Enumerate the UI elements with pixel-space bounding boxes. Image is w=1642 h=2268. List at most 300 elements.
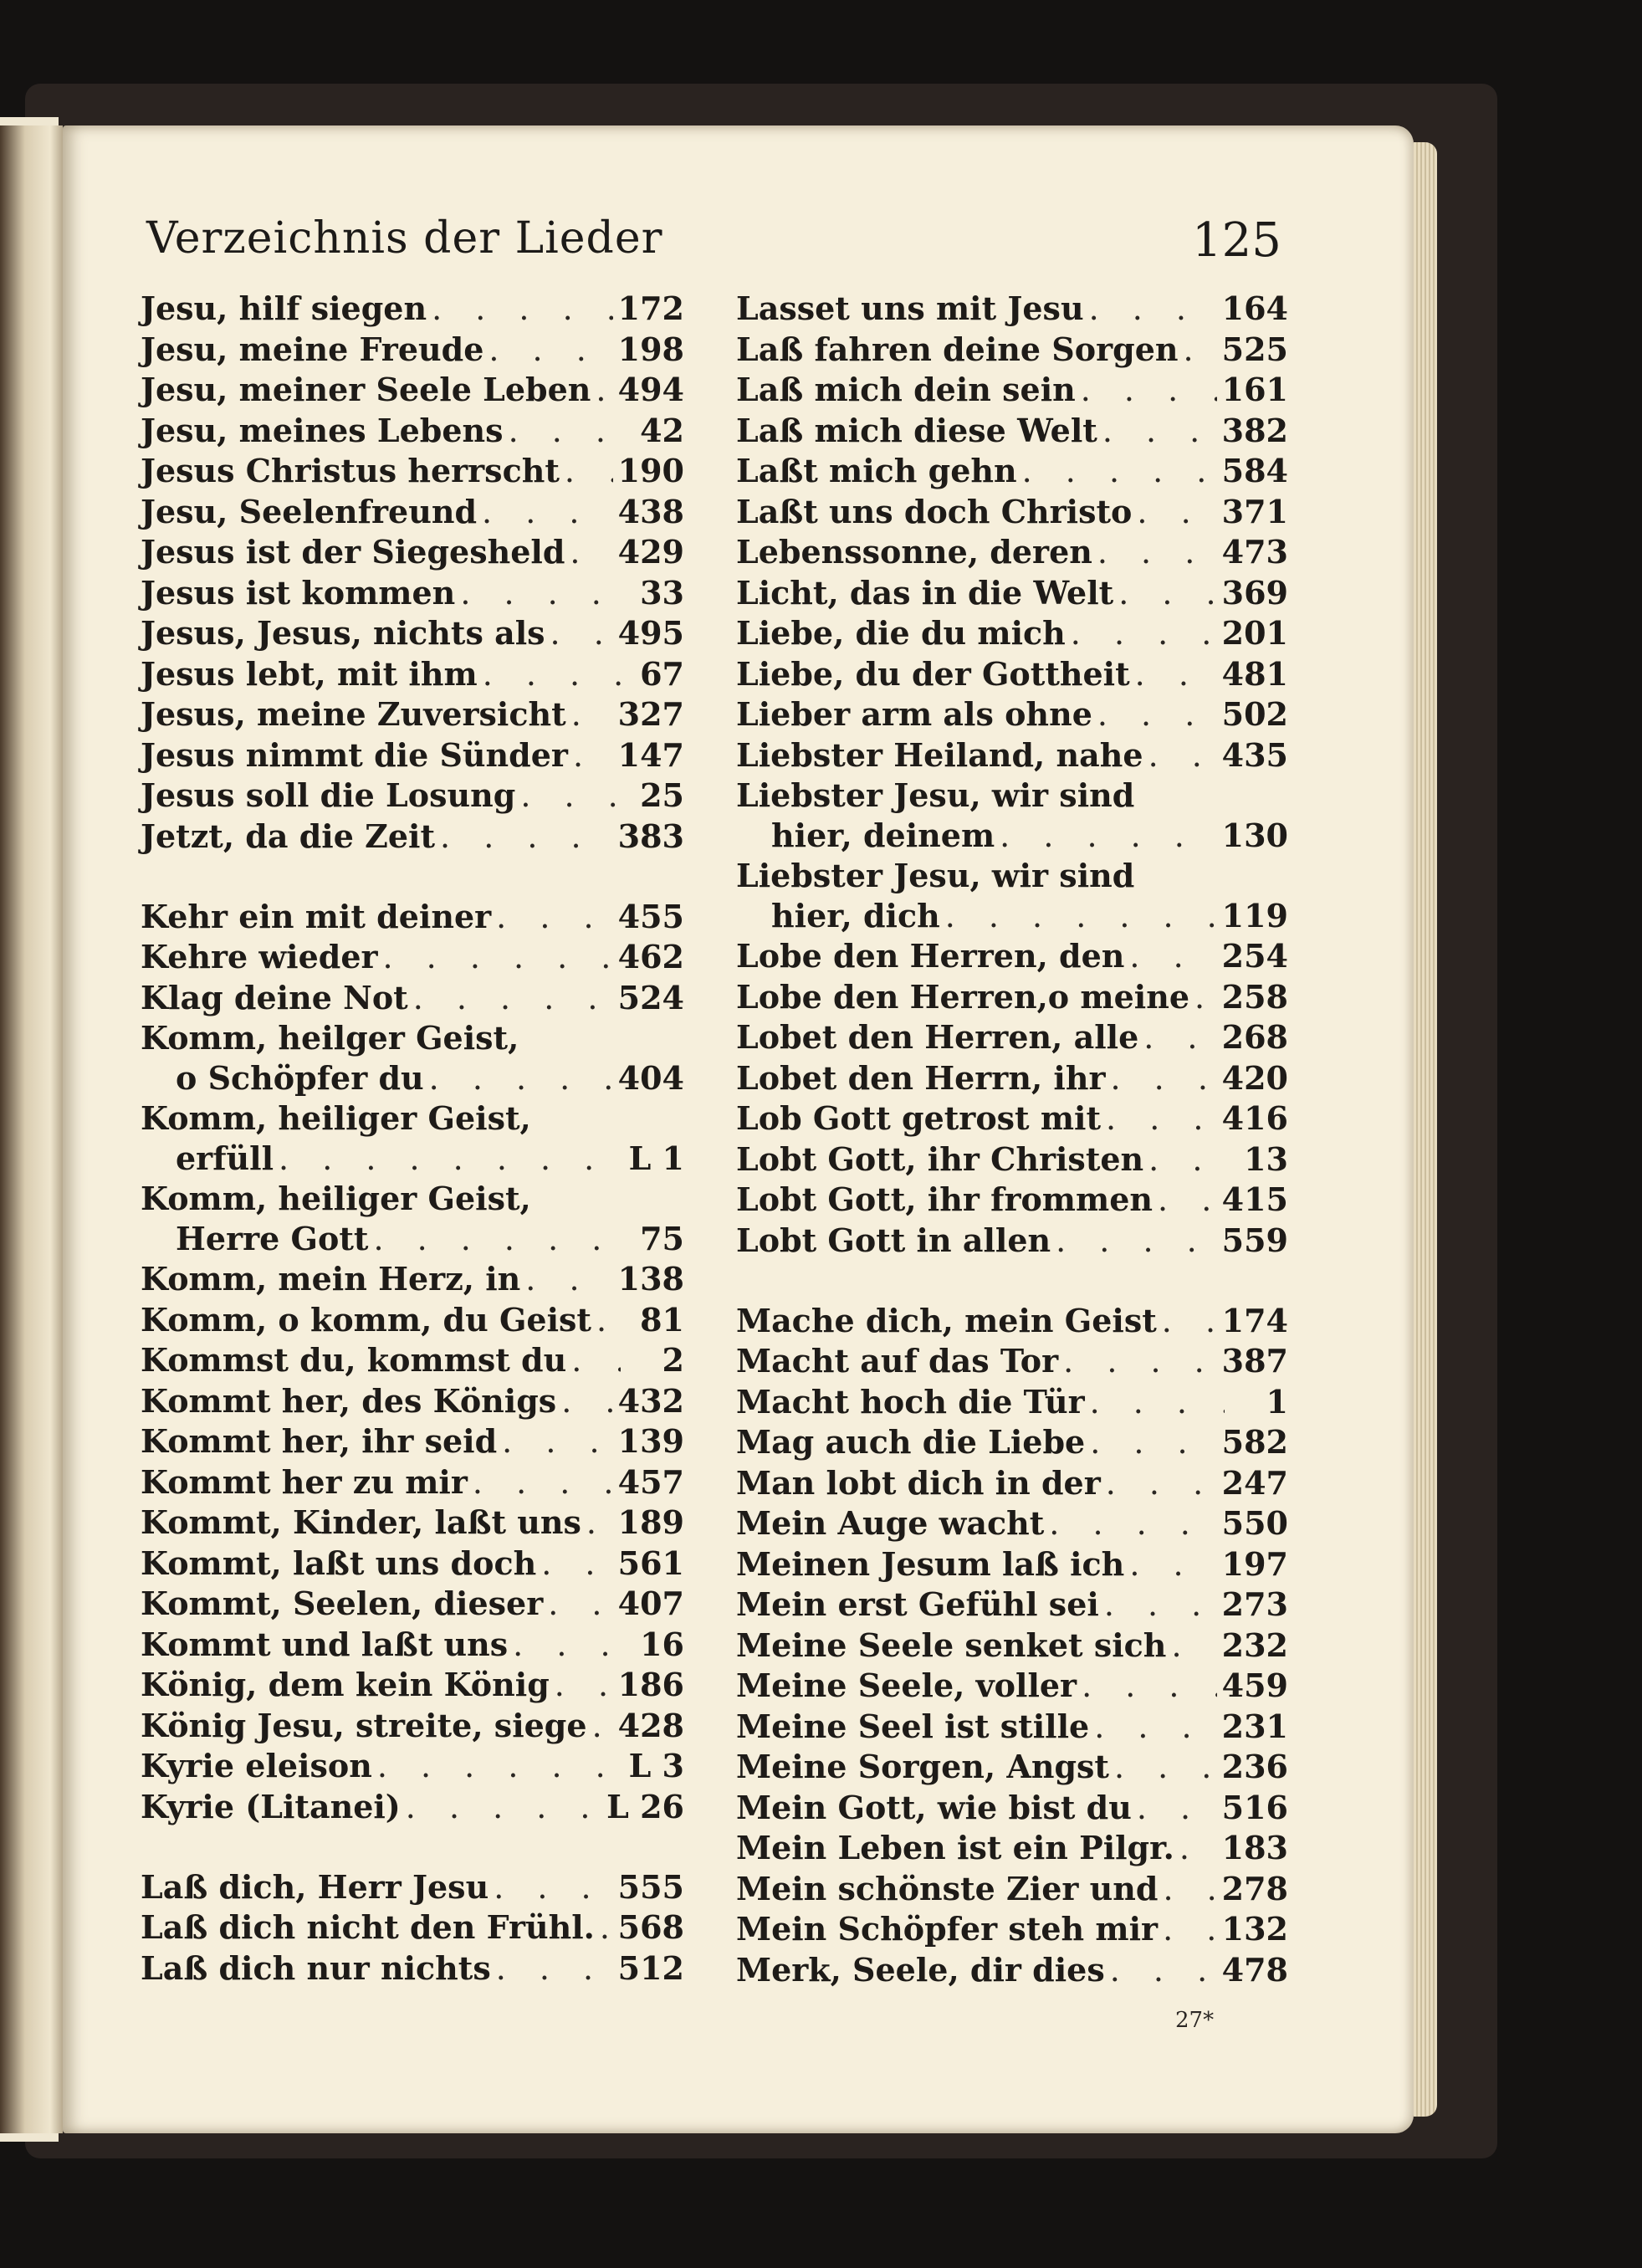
leader-dots xyxy=(596,371,612,411)
index-entry xyxy=(141,1584,684,1625)
index-entry xyxy=(736,654,1288,695)
leader-dots xyxy=(571,1341,621,1381)
index-entry xyxy=(141,370,684,411)
hymn-number: 582 xyxy=(1221,1423,1288,1461)
hymn-title: Lobt Gott, ihr Christen xyxy=(736,1139,1144,1178)
group-spacer xyxy=(141,1827,684,1867)
index-column-right xyxy=(736,289,1288,1990)
hymn-title: König, dem kein König xyxy=(141,1666,550,1703)
hymn-number: 197 xyxy=(1221,1544,1288,1583)
hymn-number: 119 xyxy=(1221,896,1288,934)
leader-dots xyxy=(1097,695,1217,735)
hymn-number: 584 xyxy=(1221,452,1288,489)
leader-dots xyxy=(1137,493,1216,533)
leader-dots xyxy=(509,412,621,452)
index-entry xyxy=(141,1300,684,1341)
index-entry xyxy=(736,896,1288,937)
book-spine-gutter xyxy=(0,125,63,2133)
hymn-number: 383 xyxy=(617,817,684,855)
hymn-number: 189 xyxy=(617,1503,684,1541)
hymn-number: 130 xyxy=(1221,816,1288,854)
hymn-number: 428 xyxy=(617,1706,684,1744)
index-entry xyxy=(141,532,684,573)
hymn-title: Mache dich, mein Geist xyxy=(736,1301,1157,1339)
index-entry xyxy=(736,1382,1288,1423)
leader-dots xyxy=(1111,1059,1217,1099)
hymn-number: 81 xyxy=(640,1300,684,1339)
leader-dots xyxy=(1102,412,1217,452)
hymn-number: 147 xyxy=(617,735,684,774)
index-entry xyxy=(736,289,1288,330)
index-entry xyxy=(736,977,1288,1018)
leader-dots xyxy=(570,533,612,573)
hymn-number: 559 xyxy=(1221,1221,1288,1259)
index-column-left xyxy=(141,289,684,1989)
hymn-title: Jesus nimmt die Sünder xyxy=(141,735,568,774)
hymn-title: Meine Sorgen, Angst xyxy=(736,1748,1109,1785)
index-entry xyxy=(736,1666,1288,1707)
leader-dots xyxy=(483,655,621,695)
leader-dots xyxy=(561,1382,612,1422)
index-entry xyxy=(736,1017,1288,1058)
index-entry xyxy=(736,411,1288,452)
index-entry xyxy=(736,816,1288,857)
hymn-number: 13 xyxy=(1244,1139,1288,1178)
hymn-title: hier, dich xyxy=(771,896,940,934)
hymn-title: o Schöpfer du xyxy=(176,1058,424,1097)
leader-dots xyxy=(1171,1626,1216,1666)
index-entry xyxy=(736,1828,1288,1869)
hymn-title: Kommst du, kommst du xyxy=(141,1341,567,1379)
hymn-title: Liebster Jesu, wir sind xyxy=(736,776,1135,814)
hymn-number: 404 xyxy=(617,1058,684,1097)
hymn-title: Jesu, hilf siegen xyxy=(141,289,427,327)
index-entry xyxy=(141,1340,684,1381)
index-entry xyxy=(141,1462,684,1503)
hymn-title: Kommt, laßt uns doch xyxy=(141,1544,537,1582)
leader-dots xyxy=(1163,1910,1217,1950)
hymn-title: Merk, Seele, dir dies xyxy=(736,1950,1105,1989)
hymn-number: 42 xyxy=(640,411,684,449)
leader-dots xyxy=(413,979,613,1019)
hymn-number: L 3 xyxy=(628,1747,684,1784)
hymn-number: 555 xyxy=(617,1867,684,1906)
hymn-number: 387 xyxy=(1221,1342,1288,1380)
leader-dots xyxy=(1000,817,1217,857)
hymn-number: 254 xyxy=(1221,937,1288,975)
index-entry xyxy=(141,1381,684,1422)
hymn-title: Jesu, meiner Seele Leben xyxy=(141,371,591,408)
leader-dots xyxy=(1162,1302,1217,1342)
hymn-title: Jesus ist kommen xyxy=(141,573,456,612)
index-entry xyxy=(141,1179,684,1219)
leader-dots xyxy=(555,1666,613,1706)
index-entry xyxy=(141,330,684,371)
hymn-number: 420 xyxy=(1221,1058,1288,1097)
hymn-title: Laßt uns doch Christo xyxy=(736,492,1133,530)
index-entry xyxy=(141,1421,684,1462)
index-entry xyxy=(141,492,684,533)
hymn-title: Mag auch die Liebe xyxy=(736,1423,1086,1461)
entry-group-l xyxy=(141,1867,684,1989)
hymn-title: Lobet den Herrn, ihr xyxy=(736,1058,1106,1097)
leader-dots xyxy=(592,1707,613,1747)
index-entry xyxy=(736,1098,1288,1139)
leader-dots xyxy=(489,330,612,371)
index-entry xyxy=(736,1544,1288,1585)
hymn-number: 75 xyxy=(640,1219,684,1257)
hymn-title: Laß dich nicht den Frühl. xyxy=(141,1908,595,1946)
index-entry xyxy=(736,1585,1288,1625)
hymn-number: 473 xyxy=(1221,533,1288,571)
leader-dots xyxy=(1118,574,1216,614)
leader-dots xyxy=(496,898,613,938)
index-entry xyxy=(141,1219,684,1260)
leader-dots xyxy=(1089,289,1217,330)
hymn-number: 457 xyxy=(617,1462,684,1501)
index-entry xyxy=(736,1869,1288,1910)
index-entry xyxy=(736,573,1288,614)
hymn-number: 139 xyxy=(617,1422,684,1460)
hymn-title: Komm, o komm, du Geist xyxy=(141,1300,591,1339)
index-entry xyxy=(736,694,1288,735)
hymn-title: Man lobt dich in der xyxy=(736,1463,1101,1502)
index-entry xyxy=(141,776,684,817)
hymn-number: 161 xyxy=(1221,371,1288,408)
leader-dots xyxy=(541,1544,612,1585)
leader-dots xyxy=(1148,736,1217,776)
index-entry xyxy=(736,1950,1288,1991)
index-entry xyxy=(736,1058,1288,1099)
index-entry xyxy=(736,1747,1288,1788)
leader-dots xyxy=(473,1463,613,1503)
hymn-title: Jesus lebt, mit ihm xyxy=(141,654,478,693)
hymn-number: 25 xyxy=(640,776,684,814)
hymn-number: 502 xyxy=(1221,695,1288,733)
page-title: Verzeichnis der Lieder xyxy=(146,213,663,264)
hymn-title: Kommt und laßt uns xyxy=(141,1625,509,1663)
leader-dots xyxy=(1137,1789,1217,1829)
leader-dots xyxy=(1184,330,1217,371)
hymn-number: 371 xyxy=(1221,492,1288,530)
hymn-title: Mein Gott, wie bist du xyxy=(736,1788,1132,1826)
hymn-number: 435 xyxy=(1221,735,1288,774)
hymn-number: 164 xyxy=(1221,289,1288,327)
hymn-title: Kyrie (Litanei) xyxy=(141,1787,401,1825)
index-entry xyxy=(736,1180,1288,1221)
hymn-title: Jesus Christus herrscht xyxy=(141,452,560,489)
index-entry xyxy=(141,1544,684,1585)
hymn-number: 33 xyxy=(640,573,684,612)
hymn-number: 190 xyxy=(617,452,684,489)
hymn-title: hier, deinem xyxy=(771,816,995,854)
hymn-title: Meinen Jesum laß ich xyxy=(736,1544,1125,1583)
index-entry xyxy=(141,1018,684,1058)
leader-dots xyxy=(1114,1748,1217,1788)
index-entry xyxy=(141,1259,684,1300)
leader-dots xyxy=(496,1949,613,1989)
index-entry xyxy=(736,1422,1288,1463)
hymn-number: 516 xyxy=(1221,1788,1288,1826)
entry-group-m xyxy=(736,1301,1288,1991)
hymn-title: Lobt Gott in allen xyxy=(736,1221,1051,1259)
index-entry xyxy=(736,856,1288,896)
leader-dots xyxy=(1148,1140,1225,1180)
hymn-title: Herre Gott xyxy=(176,1219,369,1257)
index-entry xyxy=(141,817,684,858)
index-entry xyxy=(736,370,1288,411)
hymn-title: Komm, heilger Geist, xyxy=(141,1019,519,1057)
leader-dots xyxy=(1090,1383,1225,1423)
hymn-number: 495 xyxy=(617,614,684,652)
hymn-number: L 26 xyxy=(606,1787,684,1825)
hymn-number: 174 xyxy=(1221,1301,1288,1339)
hymn-title: Kommt her, ihr seid xyxy=(141,1422,498,1460)
page-stack-edge xyxy=(1414,142,1437,2117)
hymn-title: Lobt Gott, ihr frommen xyxy=(736,1180,1153,1218)
hymn-title: Mein Schöpfer steh mir xyxy=(736,1910,1159,1948)
index-entry xyxy=(141,1058,684,1099)
group-spacer xyxy=(141,857,684,897)
leader-dots xyxy=(1104,1585,1217,1625)
leader-dots xyxy=(1094,1707,1216,1748)
leader-dots xyxy=(406,1788,601,1828)
index-entry xyxy=(141,1907,684,1948)
leader-dots xyxy=(586,1503,613,1544)
hymn-title: Lobe den Herren,o meine xyxy=(736,977,1190,1016)
hymn-title: Kommt, Seelen, dieser xyxy=(141,1585,544,1622)
leader-dots xyxy=(548,1585,612,1625)
leader-dots xyxy=(945,897,1217,937)
hymn-number: 407 xyxy=(617,1585,684,1622)
hymn-number: 273 xyxy=(1221,1585,1288,1623)
hymn-title: Kommt her zu mir xyxy=(141,1462,468,1501)
hymn-number: 524 xyxy=(617,978,684,1016)
leader-dots xyxy=(1090,1423,1216,1463)
index-entry xyxy=(141,735,684,776)
leader-dots xyxy=(573,736,613,776)
hymn-number: 1 xyxy=(1266,1382,1288,1421)
hymn-title: Liebe, du der Gottheit xyxy=(736,654,1130,693)
leader-dots xyxy=(1081,371,1217,411)
hymn-title: Kehr ein mit deiner xyxy=(141,897,492,935)
index-entry xyxy=(141,1098,684,1139)
hymn-number: 132 xyxy=(1221,1910,1288,1948)
hymn-number: 438 xyxy=(617,492,684,530)
hymn-number: 231 xyxy=(1221,1707,1288,1745)
hymn-number: 247 xyxy=(1221,1463,1288,1502)
hymn-number: 172 xyxy=(617,289,684,327)
hymn-title: Meine Seel ist stille xyxy=(736,1707,1090,1745)
hymn-number: 429 xyxy=(617,533,684,571)
hymn-title: Macht auf das Tor xyxy=(736,1342,1059,1380)
index-entry xyxy=(736,1301,1288,1342)
leader-dots xyxy=(432,289,613,330)
hymn-number: 278 xyxy=(1221,1869,1288,1907)
leader-dots xyxy=(1106,1099,1217,1139)
index-entry xyxy=(141,1139,684,1180)
hymn-number: 481 xyxy=(1221,654,1288,693)
leader-dots xyxy=(440,817,613,858)
hymn-number: 432 xyxy=(617,1381,684,1420)
leader-dots xyxy=(596,1301,621,1341)
hymn-number: L 1 xyxy=(628,1139,684,1177)
hymn-title: Lob Gott getrost mit xyxy=(736,1099,1102,1137)
leader-dots xyxy=(502,1422,613,1462)
page-number: 125 xyxy=(1192,213,1281,268)
hymn-title: Laß fahren deine Sorgen xyxy=(736,330,1179,368)
index-entry xyxy=(141,411,684,452)
leader-dots xyxy=(1143,1018,1216,1058)
index-entry xyxy=(736,1788,1288,1829)
hymn-number: 462 xyxy=(617,938,684,975)
index-entry xyxy=(141,897,684,938)
index-entry xyxy=(141,289,684,330)
leader-dots xyxy=(513,1625,621,1666)
entry-group-j xyxy=(141,289,684,857)
index-entry xyxy=(736,613,1288,654)
hymn-title: Kommt her, des Königs xyxy=(141,1381,557,1420)
index-entry xyxy=(736,1909,1288,1950)
hymn-number: 561 xyxy=(617,1544,684,1582)
hymn-title: Jesus, meine Zuversicht xyxy=(141,695,566,733)
index-entry xyxy=(736,1503,1288,1544)
leader-dots xyxy=(383,938,613,978)
hymn-title: Mein schönste Zier und xyxy=(736,1869,1159,1907)
leader-dots xyxy=(1056,1221,1217,1262)
index-entry xyxy=(141,1665,684,1706)
leader-dots xyxy=(600,1908,613,1948)
hymn-number: 198 xyxy=(617,330,684,368)
hymn-title: Komm, heiliger Geist, xyxy=(141,1180,531,1217)
hymn-title: Liebster Jesu, wir sind xyxy=(736,857,1135,894)
leader-dots xyxy=(373,1220,621,1260)
hymn-title: Liebster Heiland, nahe xyxy=(736,735,1143,774)
hymn-number: 525 xyxy=(1221,330,1288,368)
hymn-title: Lobet den Herren, alle xyxy=(736,1018,1139,1056)
hymn-title: König Jesu, streite, siege xyxy=(141,1706,587,1744)
hymn-number: 512 xyxy=(617,1948,684,1987)
index-entry xyxy=(141,1625,684,1666)
index-entry xyxy=(736,735,1288,776)
hymn-number: 138 xyxy=(617,1260,684,1298)
index-entry xyxy=(141,937,684,978)
hymn-number: 459 xyxy=(1221,1666,1288,1704)
hymn-title: Lobe den Herren, den xyxy=(736,937,1125,975)
index-entry xyxy=(736,492,1288,533)
index-entry xyxy=(736,1341,1288,1382)
hymn-number: 494 xyxy=(617,371,684,408)
hymn-number: 550 xyxy=(1221,1504,1288,1542)
group-spacer xyxy=(736,1261,1288,1301)
leader-dots xyxy=(550,614,613,654)
index-entry xyxy=(141,573,684,614)
hymn-title: Lieber arm als ohne xyxy=(736,695,1092,733)
leader-dots xyxy=(1135,655,1217,695)
index-entry xyxy=(736,532,1288,573)
hymn-title: Mein erst Gefühl sei xyxy=(736,1585,1099,1623)
index-entry xyxy=(141,1706,684,1747)
hymn-title: erfüll xyxy=(176,1139,274,1177)
index-entry xyxy=(736,1707,1288,1748)
leader-dots xyxy=(494,1868,612,1908)
leader-dots xyxy=(377,1747,621,1787)
hymn-number: 415 xyxy=(1221,1180,1288,1218)
hymn-title: Komm, mein Herz, in xyxy=(141,1260,521,1298)
hymn-number: 183 xyxy=(1221,1829,1288,1866)
hymn-title: Lasset uns mit Jesu xyxy=(736,289,1084,327)
hymn-title: Laß dich, Herr Jesu xyxy=(141,1867,489,1906)
index-entry xyxy=(141,1503,684,1544)
hymn-number: 369 xyxy=(1221,573,1288,612)
hymn-title: Kommt, Kinder, laßt uns xyxy=(141,1503,581,1541)
hymn-number: 232 xyxy=(1221,1625,1288,1664)
leader-dots xyxy=(571,695,613,735)
entry-group-l xyxy=(736,289,1288,1261)
leader-dots xyxy=(429,1059,613,1099)
hymn-title: Kyrie eleison xyxy=(141,1747,372,1784)
leader-dots xyxy=(1106,1464,1217,1504)
hymn-number: 2 xyxy=(662,1341,684,1379)
leader-dots xyxy=(1194,978,1217,1018)
index-entry xyxy=(736,1625,1288,1666)
index-entry xyxy=(141,1867,684,1908)
hymn-number: 382 xyxy=(1221,411,1288,449)
leader-dots xyxy=(1063,1342,1217,1382)
leader-dots xyxy=(1158,1180,1217,1221)
hymn-title: Jesu, meine Freude xyxy=(141,330,484,368)
hymn-number: 67 xyxy=(640,654,684,693)
leader-dots xyxy=(1097,533,1217,573)
hymn-title: Jetzt, da die Zeit xyxy=(141,817,436,855)
leader-dots xyxy=(1179,1829,1217,1869)
leader-dots xyxy=(1071,614,1217,654)
hymn-title: Meine Seele, voller xyxy=(736,1666,1077,1704)
hymn-number: 327 xyxy=(617,695,684,733)
index-entry xyxy=(141,1948,684,1989)
hymn-number: 478 xyxy=(1221,1950,1288,1989)
index-entry xyxy=(141,451,684,492)
hymn-title: Liebe, die du mich xyxy=(736,614,1066,652)
hymn-number: 201 xyxy=(1221,614,1288,652)
hymn-title: Jesu, Seelenfreund xyxy=(141,492,478,530)
hymn-title: Meine Seele senket sich xyxy=(736,1625,1167,1664)
leader-dots xyxy=(520,776,621,817)
leader-dots xyxy=(1163,1870,1216,1910)
hymn-title: Laß dich nur nichts xyxy=(141,1948,491,1987)
leader-dots xyxy=(525,1260,612,1300)
leader-dots xyxy=(482,493,613,533)
index-entry xyxy=(736,936,1288,977)
index-entry xyxy=(736,1463,1288,1504)
leader-dots xyxy=(1082,1666,1217,1707)
index-entry xyxy=(736,1221,1288,1262)
hymn-title: Laß mich dein sein xyxy=(736,371,1076,408)
leader-dots xyxy=(565,452,613,492)
hymn-number: 258 xyxy=(1221,977,1288,1016)
index-entry xyxy=(141,1746,684,1787)
hymn-title: Jesu, meines Lebens xyxy=(141,411,504,449)
hymn-title: Licht, das in die Welt xyxy=(736,573,1114,612)
hymn-number: 416 xyxy=(1221,1099,1288,1137)
leader-dots xyxy=(1129,937,1216,977)
hymn-title: Macht hoch die Tür xyxy=(736,1382,1085,1421)
hymn-title: Kehre wieder xyxy=(141,938,378,975)
leader-dots xyxy=(1049,1504,1216,1544)
hymn-number: 568 xyxy=(617,1908,684,1946)
hymn-number: 236 xyxy=(1221,1748,1288,1785)
hymn-title: Komm, heiliger Geist, xyxy=(141,1099,531,1137)
